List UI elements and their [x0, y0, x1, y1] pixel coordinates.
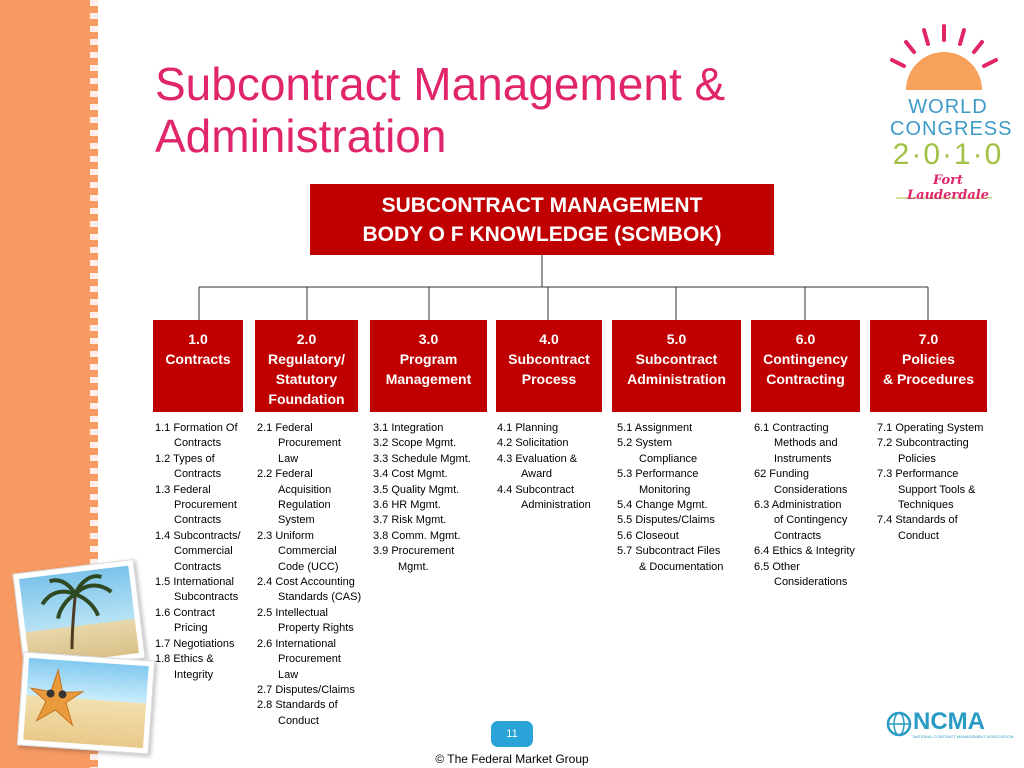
root-line2: BODY O F KNOWLEDGE (SCMBOK) [362, 222, 722, 246]
item-list-regulatory [257, 421, 367, 729]
list-item [617, 529, 747, 544]
list-item-continuation: Law [278, 668, 299, 681]
list-item [373, 513, 493, 528]
list-item-continuation: Procurement [278, 437, 341, 450]
list-item [754, 560, 872, 591]
list-item-continuation: Administration [521, 499, 591, 512]
list-item [373, 529, 493, 544]
category-number: 3.0 [418, 331, 439, 347]
list-item [877, 421, 1007, 436]
category-label: Subcontract [508, 351, 590, 367]
list-item [257, 683, 367, 698]
category-number: 7.0 [918, 331, 939, 347]
list-item [257, 698, 367, 729]
list-item [617, 436, 747, 467]
list-item [373, 436, 493, 451]
item-list-policies-procedures [877, 421, 1007, 544]
category-label: Regulatory/ [267, 351, 345, 367]
list-item-continuation: Code (UCC) [278, 560, 339, 573]
list-item-title: 2.7 Disputes/Claims [257, 683, 355, 696]
category-number: 5.0 [666, 331, 687, 347]
list-item-title: 7.3 Performance [877, 468, 959, 481]
logo-line1: WORLD [908, 96, 988, 118]
list-item-title: 2.3 Uniform [257, 529, 314, 542]
list-item-title: 3.9 Procurement [373, 545, 455, 558]
list-item-continuation: Commercial [278, 545, 337, 558]
list-item-continuation: Acquisition [278, 483, 332, 496]
list-item-title: 5.1 Assignment [617, 422, 693, 434]
list-item-title: 6.5 Other [754, 560, 800, 573]
category-box-regulatory [255, 320, 358, 412]
list-item [877, 467, 1007, 513]
list-item [155, 421, 255, 452]
list-item [155, 529, 255, 575]
list-item-title: 7.4 Standards of [877, 514, 958, 527]
list-item [617, 421, 747, 436]
ncma-subtitle: NATIONAL CONTRACT MANAGEMENT ASSOCIATION [913, 734, 1014, 739]
list-item [617, 544, 747, 575]
category-label: Program [399, 351, 458, 367]
list-item-title: 2.1 Federal [257, 422, 313, 434]
list-item-title: 3.5 Quality Mgmt. [373, 483, 460, 496]
list-item [155, 606, 255, 637]
list-item-title: 6.4 Ethics & Integrity [754, 545, 855, 558]
list-item-continuation: Considerations [774, 483, 848, 496]
list-item-title: 5.3 Performance [617, 468, 699, 481]
list-item-title: 1.7 Negotiations [155, 637, 235, 650]
list-item-title: 3.3 Schedule Mgmt. [373, 452, 471, 465]
list-item-continuation: Pricing [174, 622, 208, 635]
list-item-title: 2.6 International [257, 637, 336, 650]
list-item-continuation: Instruments [774, 452, 832, 465]
list-item-continuation: Procurement [174, 499, 237, 512]
logo-city: Fort Lauderdale [907, 173, 989, 203]
category-box-program-management [370, 320, 487, 412]
list-item [257, 637, 367, 683]
list-item-title: 3.1 Integration [373, 422, 444, 434]
list-item-title: 6.3 Administration [754, 499, 842, 512]
category-number: 1.0 [188, 331, 208, 347]
list-item-continuation: Law [278, 452, 299, 465]
list-item-continuation: Techniques [898, 499, 954, 512]
list-item [257, 575, 367, 606]
list-item-title: 1.5 International [155, 576, 234, 589]
list-item-continuation: Contracts [174, 437, 222, 450]
list-item-continuation: Considerations [774, 576, 848, 589]
list-item-title: 2.5 Intellectual [257, 606, 328, 619]
list-item [497, 452, 612, 483]
list-item-continuation: Mgmt. [398, 560, 429, 573]
list-item-continuation: Conduct [898, 529, 939, 542]
list-item [754, 421, 872, 467]
list-item-continuation: Award [521, 468, 552, 481]
list-item-continuation: Commercial [174, 545, 233, 558]
list-item-continuation: Standards (CAS) [278, 591, 362, 604]
list-item [155, 652, 255, 683]
list-item-continuation: Procurement [278, 653, 341, 666]
category-label: Management [385, 371, 472, 387]
list-item [617, 467, 747, 498]
list-item-title: 7.1 Operating System [877, 422, 984, 434]
list-item-title: 2.8 Standards of [257, 699, 338, 712]
category-box-subcontract-process [496, 320, 602, 412]
list-item-title: 4.1 Planning [497, 422, 559, 434]
list-item-title: 4.3 Evaluation & [497, 452, 578, 465]
list-item-continuation: Compliance [639, 452, 698, 465]
list-item-title: 62 Funding [754, 468, 810, 481]
slide-title-line1: Subcontract Management & [155, 58, 726, 110]
list-item [373, 483, 493, 498]
category-label: Subcontract [635, 351, 718, 367]
category-box-contingency-contracting [751, 320, 860, 412]
list-item-title: 5.5 Disputes/Claims [617, 514, 715, 527]
root-line1: SUBCONTRACT MANAGEMENT [381, 193, 703, 217]
list-item-title: 1.2 Types of [155, 452, 215, 465]
list-item [155, 483, 255, 529]
logo-line2: CONGRESS [890, 118, 1013, 140]
list-item [877, 436, 1007, 467]
list-item-continuation: Subcontracts [174, 591, 239, 604]
category-label: Contracting [766, 371, 845, 387]
list-item [617, 513, 747, 528]
list-item-title: 1.3 Federal [155, 483, 211, 496]
item-list-contingency-contracting [754, 421, 872, 590]
list-item-title: 1.1 Formation Of [155, 422, 238, 434]
category-label: Process [521, 371, 577, 387]
list-item-continuation: Contracts [174, 560, 222, 573]
list-item [754, 498, 872, 544]
list-item-title: 3.2 Scope Mgmt. [373, 437, 457, 450]
list-item-title: 2.2 Federal [257, 468, 313, 481]
list-item [257, 606, 367, 637]
category-box-policies-procedures [870, 320, 987, 412]
list-item-continuation: Regulation [278, 499, 331, 512]
copyright-footer: © The Federal Market Group [435, 752, 589, 766]
list-item [877, 513, 1007, 544]
list-item-continuation: of Contingency [774, 514, 848, 527]
list-item-title: 5.6 Closeout [617, 529, 679, 542]
list-item [257, 529, 367, 575]
list-item-continuation: Support Tools & [898, 483, 976, 496]
list-item [155, 575, 255, 606]
list-item-title: 7.2 Subcontracting [877, 437, 969, 450]
list-item-continuation: Policies [898, 452, 936, 465]
list-item-title: 1.8 Ethics & [155, 653, 214, 666]
list-item-title: 1.6 Contract [155, 606, 215, 619]
list-item-title: 5.7 Subcontract Files [617, 545, 721, 558]
item-list-subcontract-administration [617, 421, 747, 575]
item-list-subcontract-process [497, 421, 612, 513]
list-item-title: 6.1 Contracting [754, 422, 829, 434]
list-item-title: 3.4 Cost Mgmt. [373, 468, 448, 481]
list-item-continuation: Contracts [774, 529, 822, 542]
list-item-continuation: Monitoring [639, 483, 691, 496]
list-item [155, 452, 255, 483]
list-item-continuation: Conduct [278, 714, 319, 727]
category-number: 6.0 [795, 331, 816, 347]
logo-year: 2·0·1·0 [892, 138, 1004, 171]
list-item-title: 4.4 Subcontract [497, 483, 575, 496]
list-item-continuation: Contracts [174, 514, 222, 527]
list-item-title: 3.6 HR Mgmt. [373, 499, 441, 512]
list-item [257, 421, 367, 467]
list-item [373, 467, 493, 482]
category-label: Foundation [268, 391, 345, 407]
list-item-continuation: Integrity [174, 668, 214, 681]
list-item-title: 1.4 Subcontracts/ [155, 529, 241, 542]
category-box-subcontract-administration [612, 320, 741, 412]
item-list-program-management [373, 421, 493, 575]
list-item [754, 544, 872, 559]
list-item-continuation: Property Rights [278, 622, 354, 635]
category-label: Policies [902, 351, 955, 367]
list-item-title: 2.4 Cost Accounting [257, 576, 355, 589]
list-item [155, 637, 255, 652]
list-item-continuation: System [278, 514, 315, 527]
list-item-title: 5.4 Change Mgmt. [617, 499, 708, 512]
list-item [617, 498, 747, 513]
ncma-wordmark: NCMA [913, 708, 985, 735]
list-item-title: 5.2 System [617, 437, 673, 450]
category-number: 2.0 [296, 331, 317, 347]
list-item [754, 467, 872, 498]
list-item-continuation: Contracts [174, 468, 222, 481]
list-item-continuation: Methods and [774, 437, 838, 450]
list-item-continuation: & Documentation [639, 560, 724, 573]
category-label: Contingency [763, 351, 848, 367]
list-item [497, 421, 612, 436]
list-item [257, 467, 367, 529]
category-label: & Procedures [882, 371, 975, 387]
category-label: Statutory [275, 371, 338, 387]
list-item-title: 3.8 Comm. Mgmt. [373, 529, 461, 542]
list-item [497, 483, 612, 514]
list-item [373, 421, 493, 436]
page-number-badge: 11 [491, 721, 533, 747]
category-label: Administration [627, 371, 726, 387]
item-list-contracts [155, 421, 255, 683]
category-box-contracts [153, 320, 243, 412]
slide-title-line2: Administration [155, 110, 447, 162]
list-item [373, 498, 493, 513]
category-label: Contracts [165, 351, 231, 367]
list-item [373, 544, 493, 575]
list-item [373, 452, 493, 467]
list-item-title: 3.7 Risk Mgmt. [373, 514, 447, 527]
list-item-title: 4.2 Solicitation [497, 437, 569, 450]
category-number: 4.0 [539, 331, 559, 347]
list-item [497, 436, 612, 451]
